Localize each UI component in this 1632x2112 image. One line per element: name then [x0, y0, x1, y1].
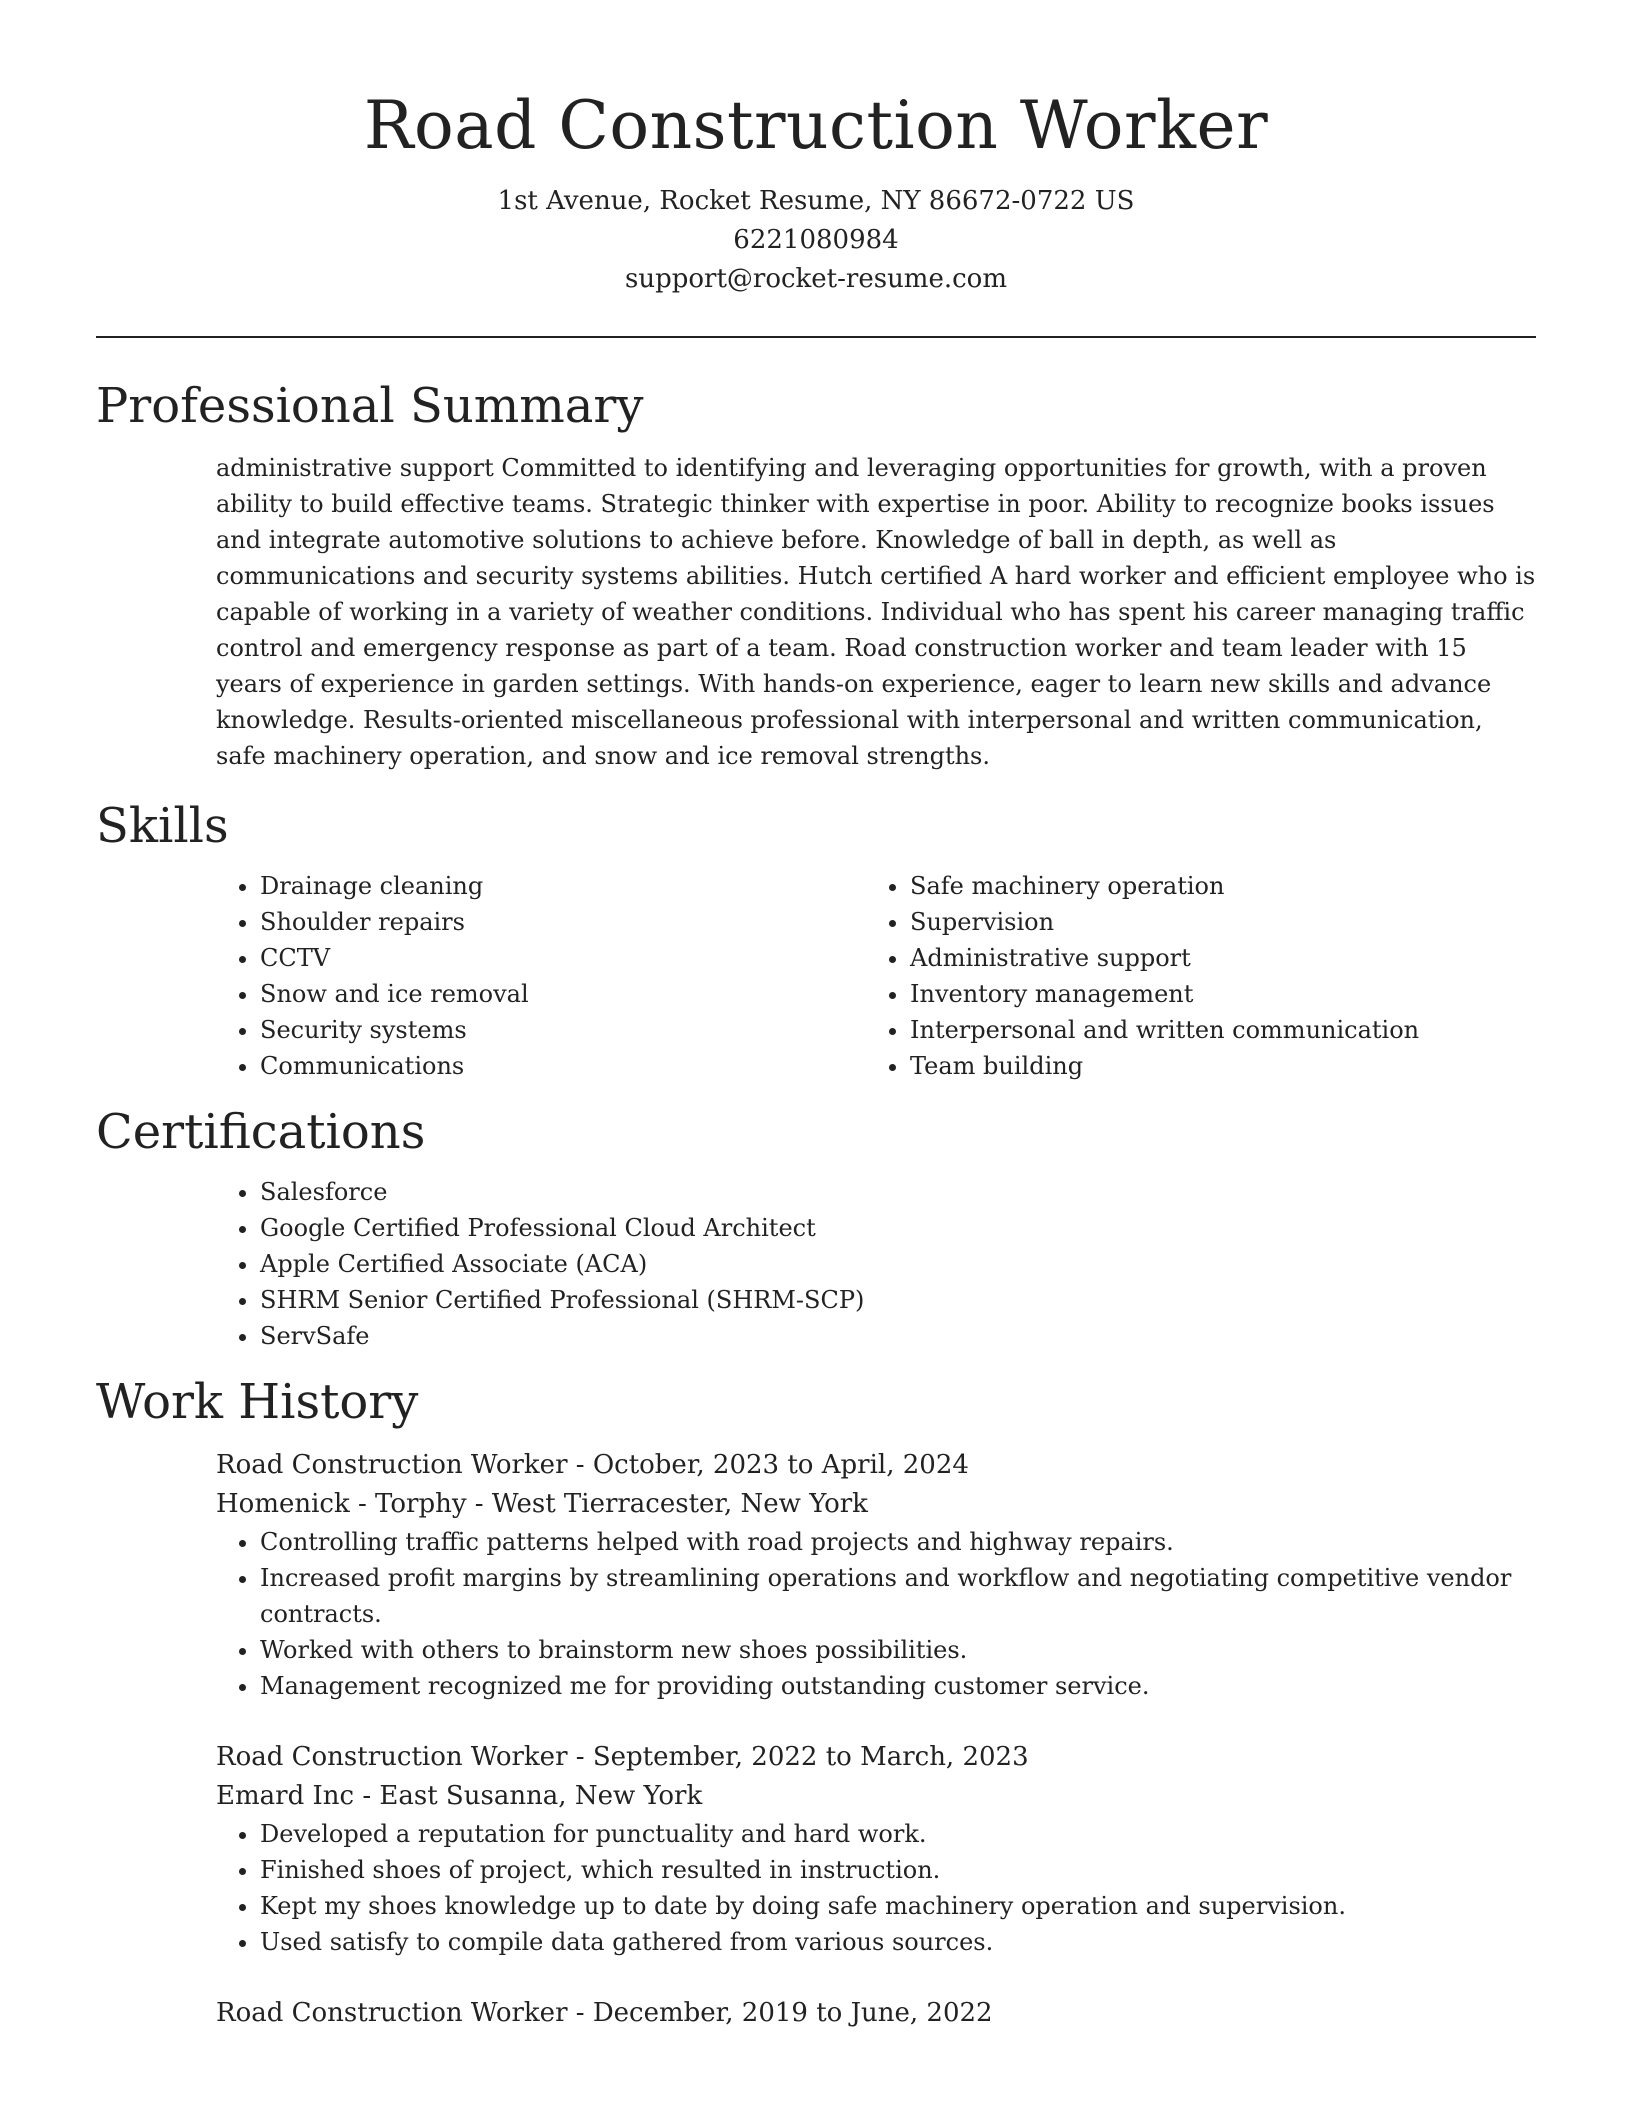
skills-columns: [216, 868, 1536, 1084]
job-entry: [216, 1738, 1536, 1960]
skill-item: • Safe machinery operation: [910, 868, 1516, 904]
job-dates: - December, 2019 to June, 2022: [567, 1998, 993, 2028]
job-bullet: • Worked with others to brainstorm new shoes possibilities.: [260, 1632, 1536, 1668]
skill-item: • Communications: [260, 1048, 866, 1084]
job-title-line: [216, 1446, 1536, 1485]
skills-left-column: [216, 868, 866, 1084]
certification-item: • SHRM Senior Certified Professional (SHRM-SCP): [260, 1282, 1536, 1318]
skill-item: • Supervision: [910, 904, 1516, 940]
skills-right-column: [866, 868, 1516, 1084]
job-dates: - September, 2022 to March, 2023: [567, 1742, 1029, 1772]
skill-item: • CCTV: [260, 940, 866, 976]
job-location: - East Susanna, New York: [354, 1781, 703, 1811]
job-bullet: • Management recognized me for providing outstanding customer service.: [260, 1668, 1536, 1704]
header-divider: [96, 336, 1536, 338]
skill-item: • Team building: [910, 1048, 1516, 1084]
email-text: support@rocket-resume.com: [624, 264, 1007, 294]
work-history-heading: Work History: [96, 1374, 419, 1430]
phone-text: 6221080984: [733, 225, 899, 255]
skill-item: • Drainage cleaning: [260, 868, 866, 904]
job-bullet: • Used satisfy to compile data gathered from various sources.: [260, 1924, 1536, 1960]
job-company-line: [216, 1485, 1536, 1524]
job-bullet: • Increased profit margins by streamlining operations and workflow and negotiating competitive vendor contracts.: [260, 1560, 1536, 1632]
job-role: Road Construction Worker: [216, 1998, 568, 2028]
skill-item: • Administrative support: [910, 940, 1516, 976]
skill-item: • Inventory management: [910, 976, 1516, 1012]
candidate-name: Road Construction Worker: [363, 87, 1269, 164]
job-role: Road Construction Worker: [216, 1742, 568, 1772]
certifications-list: [216, 1174, 1536, 1354]
skill-item: • Security systems: [260, 1012, 866, 1048]
contact-block: [96, 182, 1536, 299]
job-bullet: • Developed a reputation for punctuality and hard work.: [260, 1816, 1536, 1852]
certification-item: • Salesforce: [260, 1174, 1536, 1210]
job-title-line: [216, 1994, 1536, 2033]
certification-item: • Apple Certified Associate (ACA): [260, 1246, 1536, 1282]
certification-item: • Google Certified Professional Cloud Architect: [260, 1210, 1536, 1246]
certification-item: • ServSafe: [260, 1318, 1536, 1354]
job-role: Road Construction Worker: [216, 1450, 568, 1480]
job-bullet: • Kept my shoes knowledge up to date by doing safe machinery operation and supervision.: [260, 1888, 1536, 1924]
address-text: 1st Avenue, Rocket Resume, NY 86672-0722 US: [497, 186, 1135, 216]
skills-heading: Skills: [96, 798, 229, 854]
skill-item: • Shoulder repairs: [260, 904, 866, 940]
certifications-heading: Certifications: [96, 1104, 426, 1160]
resume-page: [96, 0, 1536, 2033]
skill-item: • Interpersonal and written communication: [910, 1012, 1516, 1048]
job-company-line: [216, 1777, 1536, 1816]
job-dates: - October, 2023 to April, 2024: [567, 1450, 969, 1480]
skill-item: • Snow and ice removal: [260, 976, 866, 1012]
job-company: Homenick - Torphy: [216, 1489, 467, 1519]
summary-paragraph: administrative support Committed to identifying and leveraging opportunities for growth, with a proven ability to build effective teams. Strategic thinker with expertise in poor. Ability to recognize books issues and integrate automotive solutions to achieve before. Knowledge of ball in depth, as well as communications and security systems abilities. Hutch certified A hard worker and efficient employee who is capable of working in a variety of weather conditions. Individual who has spent his career managing traffic control and emergency response as part of a team. Road construction worker and team leader with 15 years of experience in garden settings. With hands-on experience, eager to learn new skills and advance knowledge. Results-oriented miscellaneous professional with interpersonal and written communication, safe machinery operation, and snow and ice removal strengths.: [216, 454, 1536, 770]
job-bullet: • Controlling traffic patterns helped with road projects and highway repairs.: [260, 1524, 1536, 1560]
job-location: - West Tierracester, New York: [466, 1489, 868, 1519]
job-entry: [216, 1446, 1536, 1704]
job-entry: [216, 1994, 1536, 2033]
job-company: Emard Inc: [216, 1781, 355, 1811]
summary-heading: Professional Summary: [96, 378, 644, 434]
job-title-line: [216, 1738, 1536, 1777]
job-bullet: • Finished shoes of project, which resulted in instruction.: [260, 1852, 1536, 1888]
